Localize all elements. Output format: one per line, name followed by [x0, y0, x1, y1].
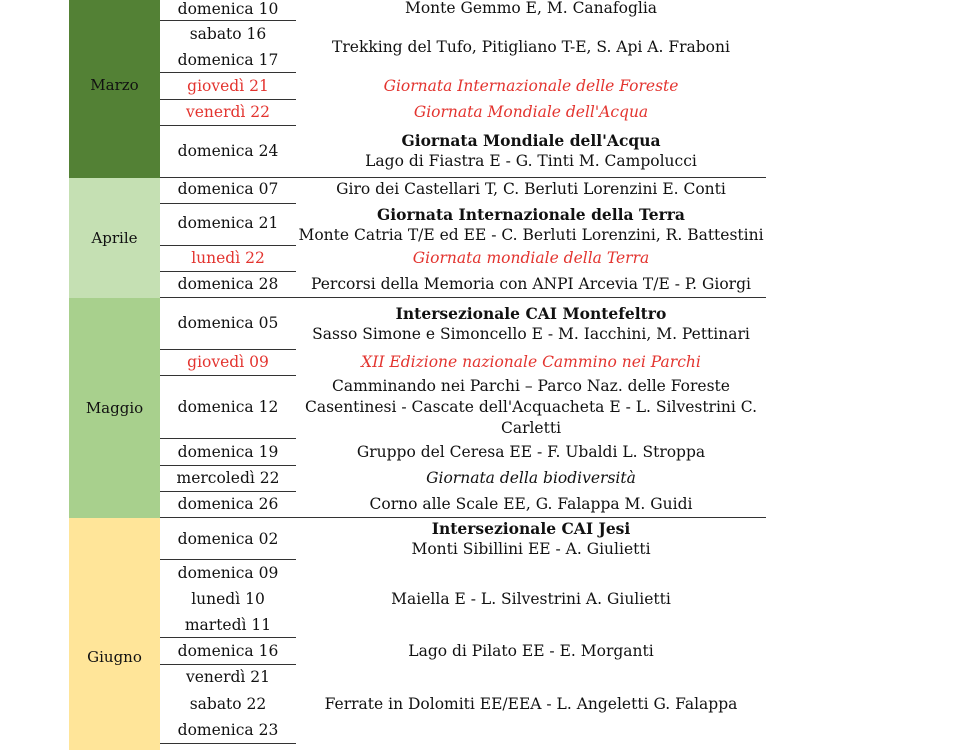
- date-cell: venerdì 21: [185, 668, 271, 686]
- date-divider: [160, 438, 296, 439]
- event-title: Giornata Mondiale dell'Acqua: [401, 131, 661, 150]
- event-cell: [296, 102, 766, 123]
- event-text: Giornata Mondiale dell'Acqua: [413, 103, 649, 121]
- event-cell: [296, 179, 766, 200]
- date-cell: domenica 02: [177, 530, 279, 548]
- event-text: Giornata mondiale della Terra: [412, 249, 650, 267]
- event-text: Giro dei Castellari T, C. Berluti Lorenzini E. Conti: [336, 180, 726, 198]
- date-divider: [160, 559, 296, 560]
- event-cell: [296, 442, 766, 463]
- month-label-giugno: Giugno: [87, 648, 142, 666]
- event-cell: [296, 589, 766, 610]
- date-divider: [160, 72, 296, 73]
- date-cell: domenica 26: [177, 495, 279, 513]
- date-divider: [160, 465, 296, 466]
- date-cell: domenica 16: [177, 642, 279, 660]
- event-text: Lago di Fiastra E - G. Tinti M. Campolucci: [365, 152, 697, 170]
- month-divider: [160, 297, 766, 298]
- date-cell: martedì 11: [184, 616, 272, 634]
- date-divider: [160, 664, 296, 665]
- date-divider: [160, 203, 296, 204]
- event-title: Intersezionale CAI Jesi: [431, 519, 631, 538]
- date-cell: domenica 12: [177, 398, 279, 416]
- event-text: Carletti: [500, 419, 562, 437]
- date-divider: [160, 743, 296, 744]
- event-cell: [296, 204, 766, 246]
- date-cell: domenica 19: [177, 443, 279, 461]
- event-cell: [296, 694, 766, 715]
- date-divider: [160, 271, 296, 272]
- date-cell: domenica 23: [177, 721, 279, 739]
- event-cell: [296, 0, 766, 19]
- event-text: XII Edizione nazionale Cammino nei Parchi: [361, 353, 701, 371]
- date-cell: domenica 07: [177, 180, 279, 198]
- event-text: Giornata della biodiversità: [426, 469, 636, 487]
- event-cell: [296, 76, 766, 97]
- date-divider: [160, 245, 296, 246]
- date-divider: [160, 637, 296, 638]
- event-text: Giornata Internazionale delle Foreste: [383, 77, 679, 95]
- month-label-aprile: Aprile: [91, 229, 138, 247]
- date-cell: giovedì 09: [187, 353, 269, 371]
- date-cell: giovedì 21: [187, 77, 269, 95]
- event-cell: [296, 518, 766, 560]
- date-cell: lunedì 10: [191, 590, 265, 608]
- event-text: Monti Sibillini EE - A. Giulietti: [411, 540, 651, 558]
- event-cell: [296, 494, 766, 515]
- month-label-maggio: Maggio: [85, 399, 144, 417]
- month-band-giugno: [69, 518, 160, 750]
- event-cell: [296, 274, 766, 295]
- event-text: Ferrate in Dolomiti EE/EEA - L. Angeletti G. Falappa: [324, 695, 738, 713]
- event-text: Monte Catria T/E ed EE - C. Berluti Lorenzini, R. Battestini: [298, 226, 764, 244]
- event-text: Sasso Simone e Simoncello E - M. Iacchini, M. Pettinari: [312, 325, 750, 343]
- event-text: Casentinesi - Cascate dell'Acquacheta E - L. Silvestrini C.: [304, 398, 758, 416]
- date-cell: mercoledì 22: [176, 469, 280, 487]
- event-title: Intersezionale CAI Montefeltro: [395, 304, 667, 323]
- event-text: Corno alle Scale EE, G. Falappa M. Guidi: [369, 495, 693, 513]
- event-text: Monte Gemmo E, M. Canafoglia: [404, 0, 658, 17]
- date-divider: [160, 99, 296, 100]
- event-cell: [296, 130, 766, 172]
- event-cell: [296, 303, 766, 345]
- event-title: Giornata Internazionale della Terra: [377, 205, 685, 224]
- date-divider: [160, 20, 296, 21]
- event-text: Percorsi della Memoria con ANPI Arcevia T/E - P. Giorgi: [311, 275, 751, 293]
- date-cell: venerdì 22: [185, 103, 271, 121]
- date-divider: [160, 375, 296, 376]
- event-text: Maiella E - L. Silvestrini A. Giulietti: [391, 590, 671, 608]
- date-divider: [160, 491, 296, 492]
- event-cell: [296, 468, 766, 489]
- month-label-marzo: Marzo: [90, 76, 139, 94]
- date-divider: [160, 125, 296, 126]
- month-divider: [160, 177, 766, 178]
- event-cell: [296, 248, 766, 269]
- date-cell: domenica 09: [177, 564, 279, 582]
- date-cell: domenica 21: [177, 214, 279, 232]
- event-cell: [296, 641, 766, 662]
- event-text: Trekking del Tufo, Pitigliano T-E, S. Api A. Fraboni: [332, 38, 730, 56]
- date-cell: sabato 22: [189, 695, 267, 713]
- date-cell: domenica 24: [177, 142, 279, 160]
- event-text: Gruppo del Ceresa EE - F. Ubaldi L. Stroppa: [356, 443, 706, 461]
- event-text: Lago di Pilato EE - E. Morganti: [408, 642, 654, 660]
- date-cell: domenica 10: [177, 0, 279, 18]
- event-cell: [296, 376, 766, 439]
- date-cell: lunedì 22: [191, 249, 265, 267]
- date-cell: domenica 28: [177, 275, 279, 293]
- date-divider: [160, 349, 296, 350]
- date-cell: domenica 05: [177, 314, 279, 332]
- event-text: Camminando nei Parchi – Parco Naz. delle Foreste: [332, 377, 730, 395]
- event-cell: [296, 352, 766, 373]
- date-cell: domenica 17: [177, 51, 279, 69]
- event-cell: [296, 37, 766, 58]
- date-cell: sabato 16: [189, 25, 267, 43]
